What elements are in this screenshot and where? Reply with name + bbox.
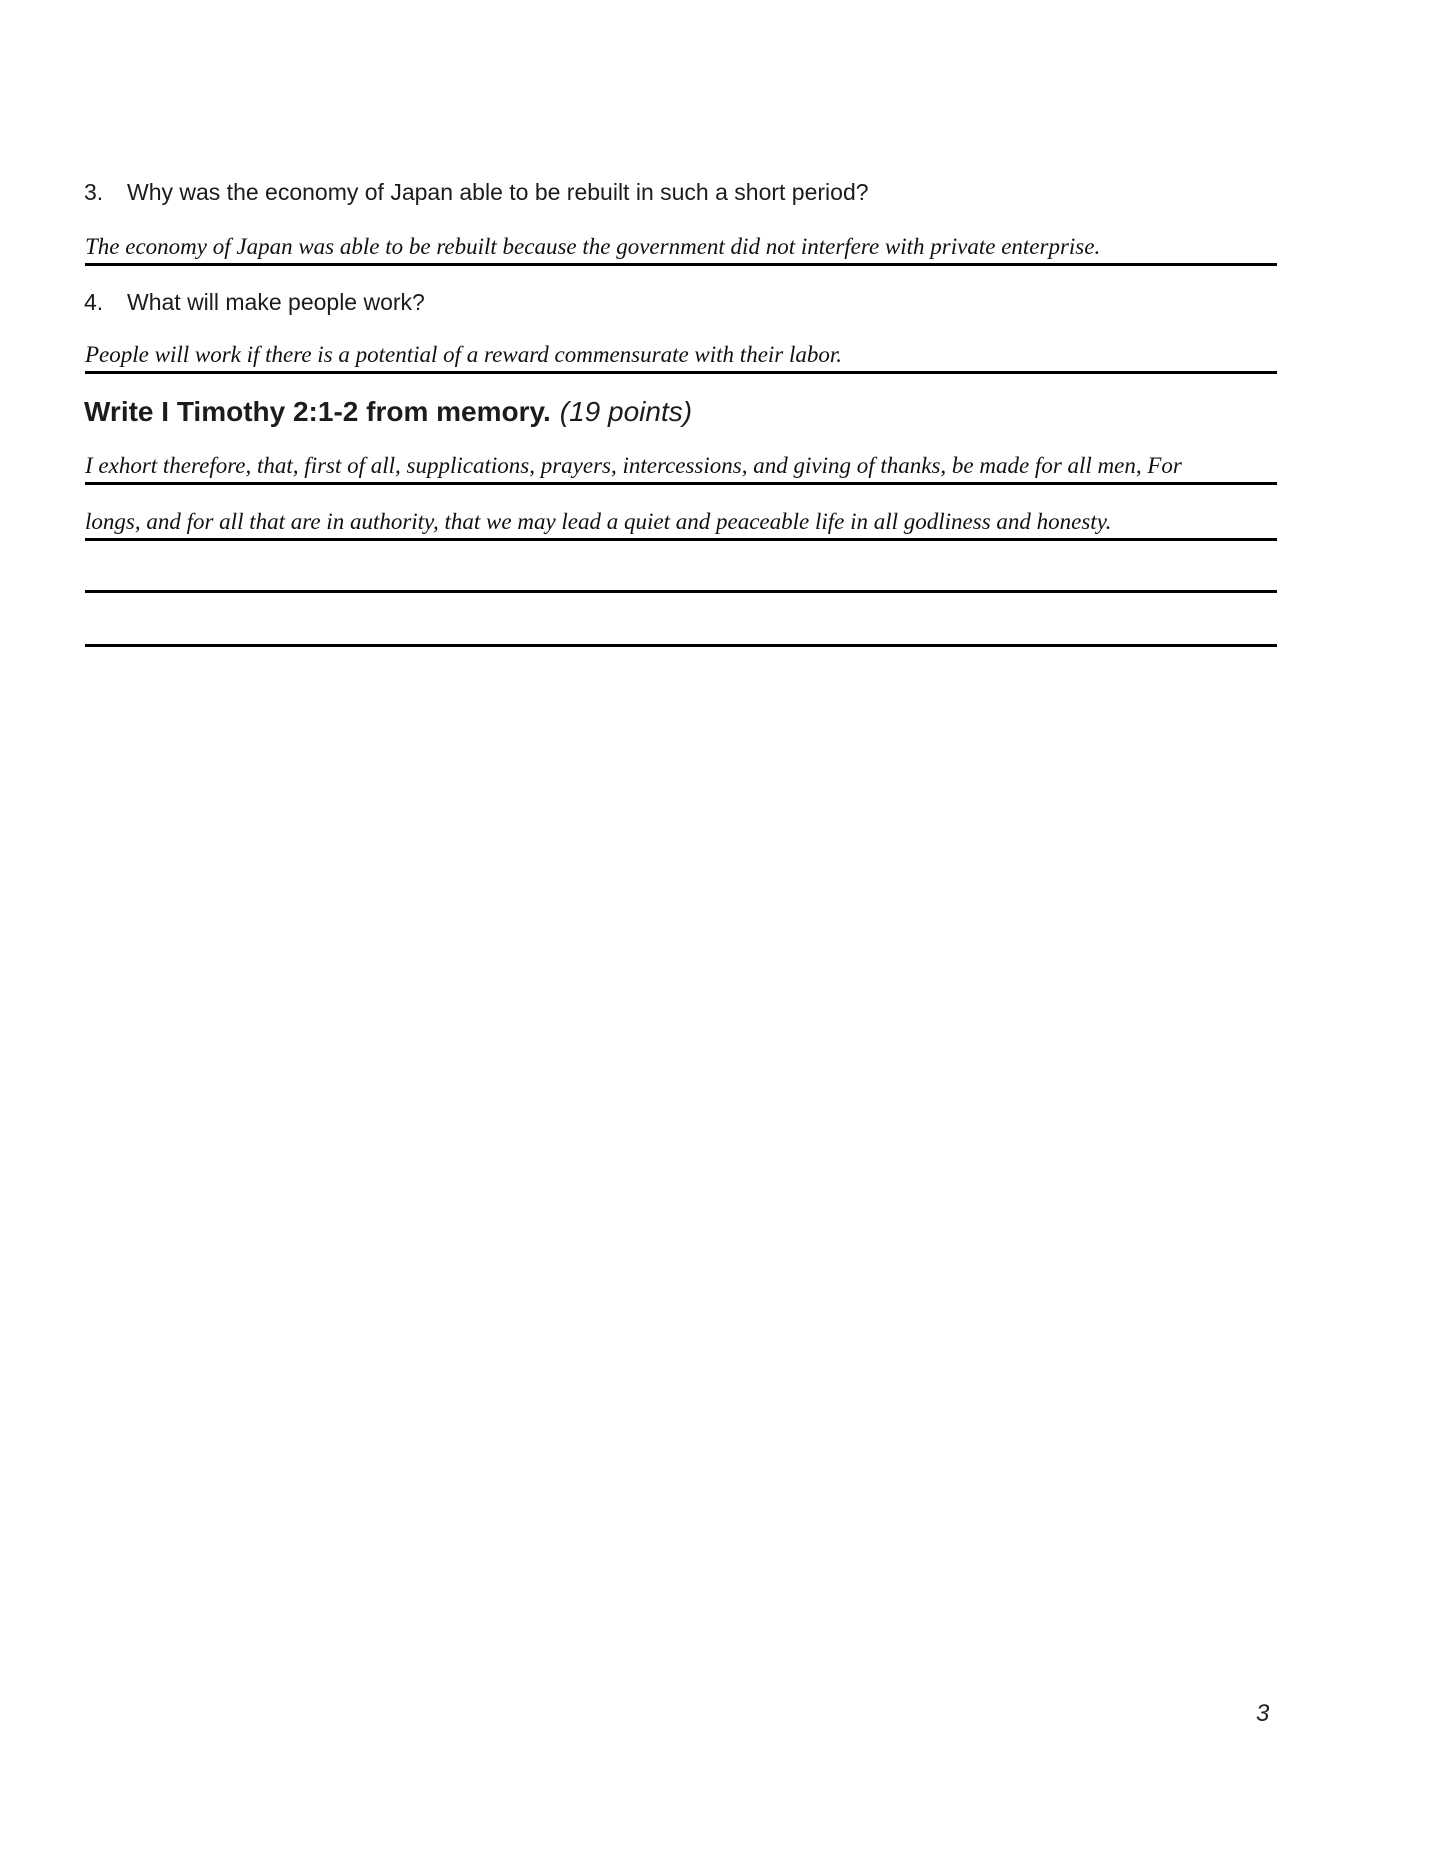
- page-number: 3: [1256, 1700, 1270, 1727]
- memory-answer-line-3-empty: [85, 542, 1277, 593]
- memory-answer-line-1: [85, 434, 1277, 485]
- question-3-number: 3.: [84, 179, 104, 205]
- question-4-text: What will make people work?: [127, 289, 425, 315]
- memory-points-label: (19 points): [559, 396, 693, 427]
- question-3: [84, 178, 1284, 206]
- question-3-answer-text: The economy of Japan was able to be rebuilt because the government did not interfere with private enterprise.: [85, 234, 1101, 259]
- memory-answer-text-1: I exhort therefore, that, first of all, supplications, prayers, intercessions, and giving of thanks, be made for all men, For: [85, 453, 1182, 478]
- question-4-number: 4.: [84, 289, 104, 315]
- memory-answer-line-2: [85, 490, 1277, 541]
- memory-answer-text-2: longs, and for all that are in authority, that we may lead a quiet and peaceable life in all godliness and honesty.: [85, 509, 1112, 534]
- question-4-answer-line: [85, 323, 1277, 374]
- question-4: [84, 288, 1284, 316]
- memory-answer-line-4-empty: [85, 596, 1277, 647]
- question-3-answer-line: [85, 215, 1277, 266]
- question-3-text: Why was the economy of Japan able to be rebuilt in such a short period?: [127, 179, 869, 205]
- memory-heading-text: Write I Timothy 2:1-2 from memory.: [84, 396, 551, 427]
- memory-section-heading: [84, 396, 692, 428]
- question-4-answer-text: People will work if there is a potential of a reward commensurate with their labor.: [85, 342, 843, 367]
